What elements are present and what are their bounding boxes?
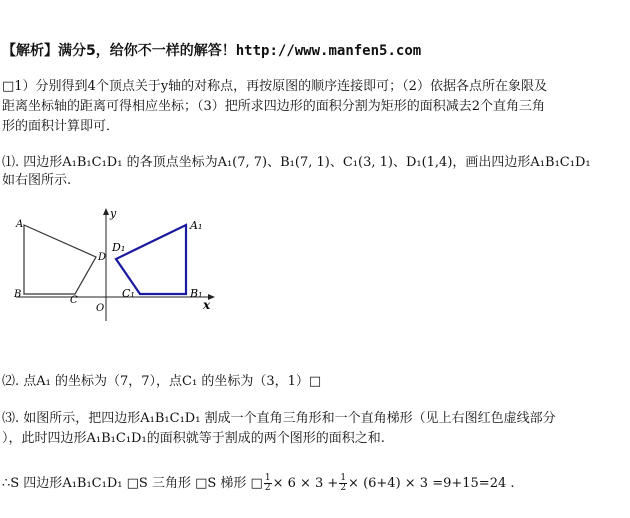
quad-name: A₁B₁C₁D₁ (140, 411, 201, 426)
x-axis-label: x (203, 298, 211, 312)
part3-text-a: ⑶. 如图所示，把四边形 (2, 411, 141, 426)
part3-text-c: ），此时四边形 (2, 431, 87, 446)
part1-line-1 (2, 154, 591, 172)
area-formula (2, 474, 515, 493)
quad-a1b1c1d1 (116, 225, 186, 294)
vertex-coords: A₁(7, 7)、B₁(7, 1)、C₁(3, 1)、D₁(1,4) (217, 155, 453, 170)
part3-line-1 (2, 410, 556, 428)
formula-term-1: × 6 × 3 + (272, 476, 339, 491)
y-axis-arrow (103, 208, 109, 215)
analysis-tag: 【解析】 (2, 43, 58, 59)
part1-tail: ，画出四边形 (452, 155, 531, 170)
fraction-half: $\frac{1}{2}$ (340, 473, 347, 493)
label-c1: C₁ (122, 287, 135, 300)
label-d1: D₁ (112, 241, 126, 254)
label-a: A (16, 219, 24, 230)
hint-line-2: 距离坐标轴的距离可得相应坐标；（3）把所求四边形的面积分割为矩形的面积减去2个直角三角 (2, 99, 546, 114)
part1-prefix: ⑴. 四边形 (2, 155, 63, 170)
part3-text-b: 割成一个直角三角形和一个直角梯形（见上右图红色虚线部分 (204, 411, 556, 426)
label-b: B (14, 289, 22, 300)
part2-line: ⑵. 点A₁ 的坐标为（7，7），点C₁ 的坐标为（3，1）□ (2, 374, 322, 389)
quad-name: A₁B₁C₁D₁ (86, 431, 147, 446)
hint-line-1: □1）分别得到4个顶点关于y轴的对称点，再按原图的顺序连接即可；（2）依据各点所在象限及 (2, 79, 547, 94)
formula-term-2: × (6+4) × 3 =9+15=24 . (348, 476, 515, 491)
y-axis-label: y (110, 207, 117, 220)
part1-line-2: 如右图所示. (2, 173, 72, 188)
score-text: 满分5，给你不一样的解答！ (58, 43, 236, 59)
part3-text-d: 的面积就等于割成的两个图形的面积之和. (146, 431, 385, 446)
origin-label: O (96, 303, 105, 314)
coordinate-figure (8, 205, 223, 325)
solution-header (2, 42, 421, 60)
quad-name: A₁B₁C₁D₁ (62, 155, 123, 170)
formula-mid: □S 三角形 □S 梯形 □ (126, 476, 263, 491)
label-a1: A₁ (190, 219, 203, 232)
hint-line-3: 形的面积计算即可． (2, 119, 120, 134)
quad-abcd (24, 225, 96, 294)
site-url: http://www.manfen5.com (235, 43, 422, 59)
part3-line-2 (2, 430, 385, 448)
label-d: D (98, 252, 107, 263)
label-b1: B₁ (190, 287, 203, 300)
label-c: C (70, 295, 78, 306)
part1-suffix: 的各顶点坐标为 (122, 155, 218, 170)
fraction-half: $\frac{1}{2}$ (264, 473, 271, 493)
quad-name: A₁B₁C₁D₁ (530, 155, 591, 170)
quad-name: A₁B₁C₁D₁ (62, 476, 123, 491)
formula-lead: ∴S 四边形 (2, 476, 63, 491)
